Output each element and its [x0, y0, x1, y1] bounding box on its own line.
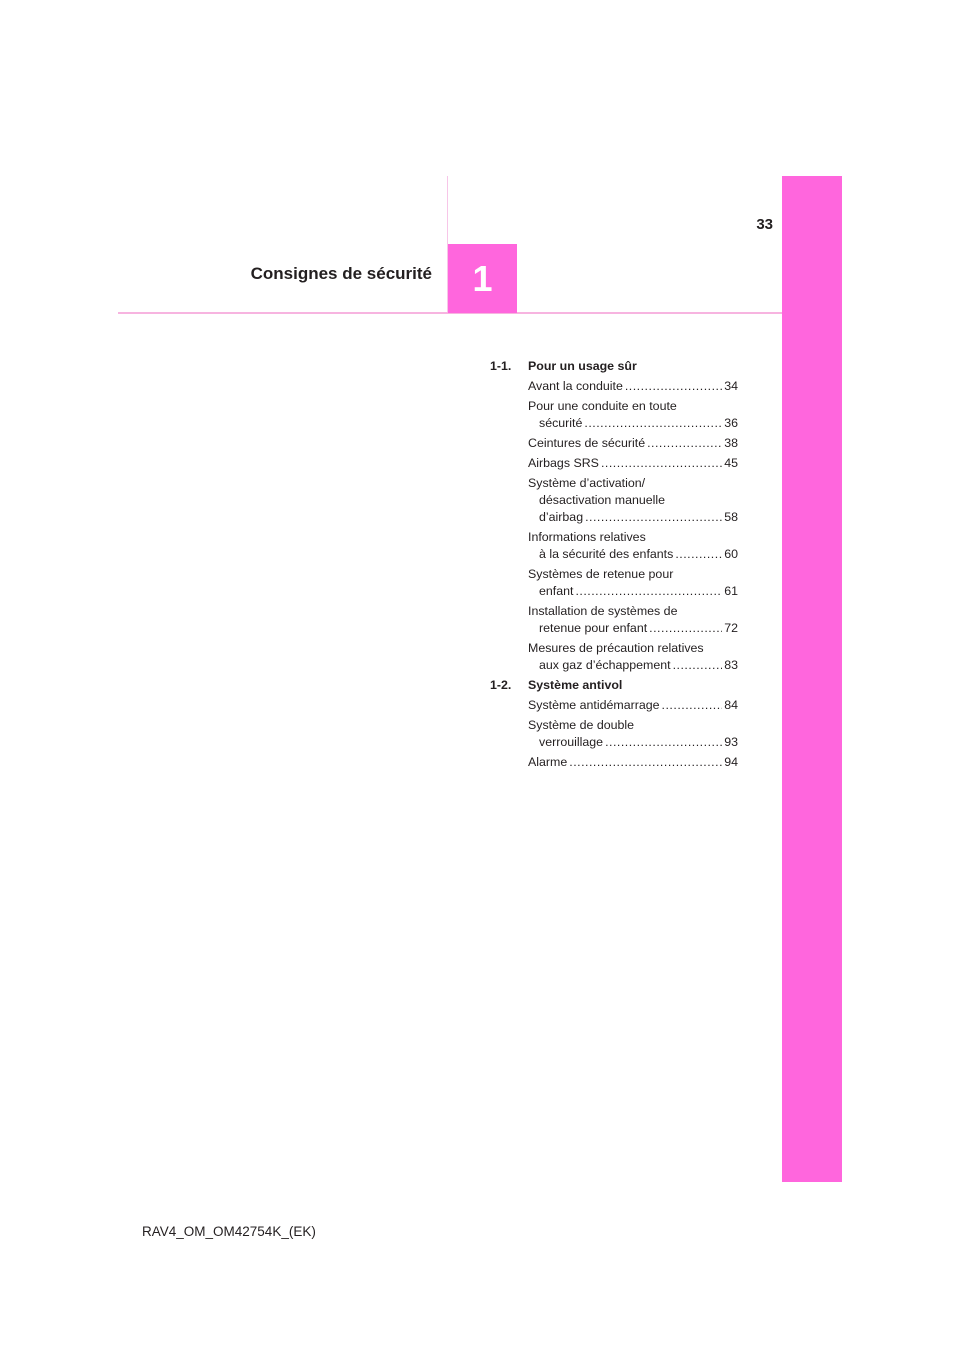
toc-entry-label: sécurité	[539, 416, 583, 430]
dot-leader	[569, 754, 722, 771]
toc-entry-label: Ceintures de sécurité	[528, 436, 646, 450]
toc-entry-label: aux gaz d’échappement	[539, 658, 671, 672]
toc-entry-label: d’airbag	[539, 510, 584, 524]
dot-leader	[647, 435, 722, 452]
toc-section-title: Pour un usage sûr	[528, 359, 637, 373]
chapter-title: Consignes de sécurité	[250, 264, 432, 283]
toc-entry[interactable]	[528, 717, 738, 751]
dot-leader	[585, 509, 722, 526]
toc-entry-page: 45	[724, 456, 738, 470]
chapter-number: 1	[472, 257, 493, 299]
toc-entry[interactable]	[528, 566, 738, 600]
toc-entry-label: retenue pour enfant	[539, 621, 648, 635]
toc-entry-page: 72	[724, 621, 738, 635]
toc-entry-page: 83	[724, 658, 738, 672]
dot-leader	[673, 657, 723, 674]
document-id: RAV4_OM_OM42754K_(EK)	[142, 1224, 316, 1239]
dot-leader	[605, 734, 722, 751]
toc-entry-page: 93	[724, 735, 738, 749]
toc-entry-page: 60	[724, 547, 738, 561]
toc-entry-page: 94	[724, 755, 738, 769]
dot-leader	[584, 415, 722, 432]
toc-entry[interactable]	[528, 435, 738, 452]
toc-entry-page: 34	[724, 379, 738, 393]
toc-entry-page: 84	[724, 698, 738, 712]
toc-entry[interactable]	[528, 640, 738, 674]
toc-entry[interactable]	[528, 378, 738, 395]
toc-section-heading	[490, 358, 738, 375]
toc-entry-page: 61	[724, 584, 738, 598]
toc-entry[interactable]	[528, 455, 738, 472]
toc-entry-label: Alarme	[528, 755, 568, 769]
toc-entry-page: 36	[724, 416, 738, 430]
toc-section-heading	[490, 677, 738, 694]
toc-entry-label: Système de double	[528, 718, 635, 732]
toc-entry-label: Système d’activation/	[528, 476, 646, 490]
toc-entry-label: Installation de systèmes de	[528, 604, 678, 618]
dot-leader	[625, 378, 722, 395]
toc-entry[interactable]	[528, 603, 738, 637]
toc-entry-page: 58	[724, 510, 738, 524]
toc-entry[interactable]	[528, 754, 738, 771]
toc-entry-label: verrouillage	[539, 735, 604, 749]
toc-entry-label: Informations relatives	[528, 530, 646, 544]
dot-leader	[662, 697, 723, 714]
toc-entry-label: désactivation manuelle	[539, 493, 666, 507]
toc-entry-label: Mesures de précaution relatives	[528, 641, 704, 655]
dot-leader	[649, 620, 722, 637]
toc-section-title: Système antivol	[528, 678, 623, 692]
table-of-contents	[490, 355, 738, 771]
dot-leader	[675, 546, 722, 563]
dot-leader	[575, 583, 722, 600]
dot-leader	[601, 455, 722, 472]
toc-entry-label: à la sécurité des enfants	[539, 547, 674, 561]
chapter-number-box	[448, 244, 517, 313]
toc-entry-label: Pour une conduite en toute	[528, 399, 677, 413]
toc-entry-label: enfant	[539, 584, 574, 598]
toc-entry-label: Systèmes de retenue pour	[528, 567, 674, 581]
page-number: 33	[756, 216, 773, 233]
toc-entry-page: 38	[724, 436, 738, 450]
toc-entry[interactable]	[528, 398, 738, 432]
toc-entry[interactable]	[528, 529, 738, 563]
toc-entry[interactable]	[528, 475, 738, 526]
toc-section-number: 1-1.	[490, 359, 512, 373]
toc-entry[interactable]	[528, 697, 738, 714]
toc-entry-label: Avant la conduite	[528, 379, 623, 393]
toc-entry-label: Système antidémarrage	[528, 698, 660, 712]
toc-entry-label: Airbags SRS	[528, 456, 599, 470]
toc-section-number: 1-2.	[490, 678, 512, 692]
chapter-side-tab	[782, 176, 842, 1182]
